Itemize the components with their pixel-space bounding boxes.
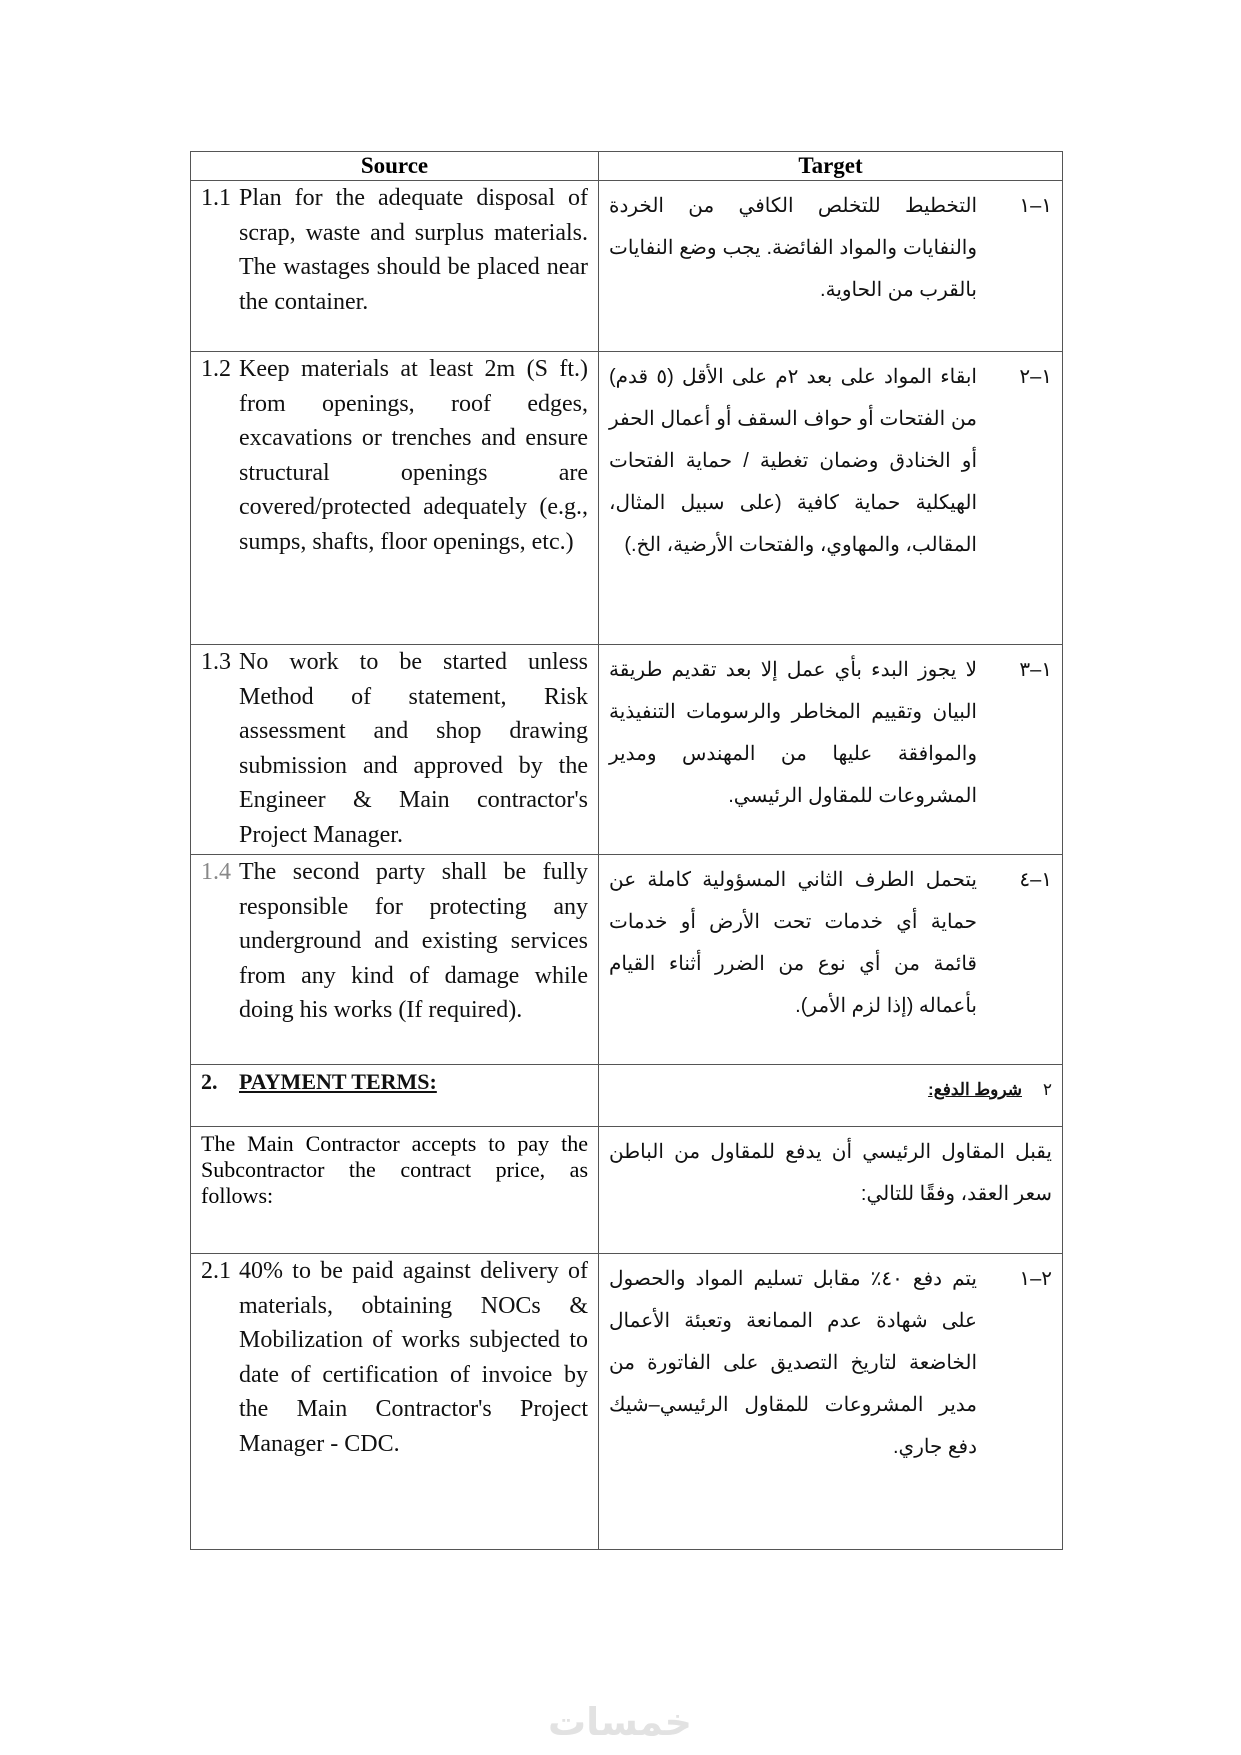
target-text: ابقاء المواد على بعد ٢م على الأقل (٥ قدم) من الفتحات أو حواف السقف أو أعمال الحفر أو الخنادق وضمان تغطية / حماية الفتحات الهيكلية حماية كافية (على سبيل المثال، المقالب، والمهاوي، والفتحات الأرضية، الخ.) — [609, 366, 977, 556]
target-text: يتحمل الطرف الثاني المسؤولية كاملة عن حماية أي خدمات تحت الأرض أو خدمات قائمة من أي نوع من الضرر أثناء القيام بأعماله (إذا لزم الأمر). — [609, 869, 977, 1017]
item-number: 1.4 — [201, 859, 231, 885]
source-text: The second party shall be fully responsible for protecting any underground and existing services from any kind of damage while doing his works (If required). — [239, 859, 588, 1023]
item-number: ١–١ — [1019, 195, 1052, 217]
item-number: 1.3 — [201, 649, 231, 675]
item-number: 1.2 — [201, 356, 231, 382]
target-header: Target — [599, 152, 1063, 181]
item-number: 2.1 — [201, 1258, 231, 1284]
watermark-logo: خمسات — [548, 1700, 692, 1744]
table-row — [191, 181, 1063, 352]
table-row — [191, 352, 1063, 645]
item-number: ١–٤ — [1019, 869, 1052, 891]
source-text: Keep materials at least 2m (S ft.) from openings, roof edges, excavations or trenches and ensure structural openings are covered/protected adequately (e.g., sumps, shafts, floor openings, etc.) — [239, 356, 588, 555]
target-text: يتم دفع ٤٠٪ مقابل تسليم المواد والحصول على شهادة عدم الممانعة وتعبئة الأعمال الخاضعة لتاريخ التصديق على الفاتورة من مدير المشروعات للمقاول الرئيسي–شيك دفع جاري. — [609, 1268, 977, 1458]
item-number: ١–٣ — [1019, 659, 1052, 681]
section-number: 2. — [201, 1069, 218, 1094]
source-text: No work to be started unless Method of statement, Risk assessment and shop drawing submission and approved by the Engineer & Main contractor's Project Manager. — [239, 649, 588, 848]
target-text: يقبل المقاول الرئيسي أن يدفع للمقاول من الباطن سعر العقد، وفقًا للتالي: — [599, 1127, 1063, 1254]
source-text: Plan for the adequate disposal of scrap, waste and surplus materials. The wastages should be placed near the container. — [239, 185, 588, 315]
table-row — [191, 855, 1063, 1065]
source-text: The Main Contractor accepts to pay the Subcontractor the contract price, as follows: — [191, 1127, 599, 1254]
section-title: PAYMENT TERMS: — [239, 1069, 437, 1094]
section-title-arabic: شروط الدفع: — [928, 1080, 1022, 1099]
source-text: 40% to be paid against delivery of materials, obtaining NOCs & Mobilization of works subjected to date of certification of invoice by the Main Contractor's Project Manager - CDC. — [239, 1258, 588, 1457]
item-number: ١–٢ — [1019, 366, 1052, 388]
table-row — [191, 1127, 1063, 1254]
item-number: ٢–١ — [1019, 1268, 1052, 1290]
target-text: لا يجوز البدء بأي عمل إلا بعد تقديم طريقة البيان وتقييم المخاطر والرسومات التنفيذية والموافقة عليها من المهندس ومدير المشروعات للمقاول الرئيسي. — [609, 659, 977, 807]
table-row — [191, 1254, 1063, 1550]
section-number: ٢ — [1042, 1080, 1052, 1099]
header-row — [191, 152, 1063, 181]
table-row — [191, 645, 1063, 855]
payment-header-row — [191, 1065, 1063, 1127]
translation-table — [190, 151, 1063, 1550]
source-header: Source — [191, 152, 599, 181]
item-number: 1.1 — [201, 185, 231, 211]
target-text: التخطيط للتخلص الكافي من الخردة والنفايات والمواد الفائضة. يجب وضع النفايات بالقرب من الحاوية. — [609, 195, 977, 301]
